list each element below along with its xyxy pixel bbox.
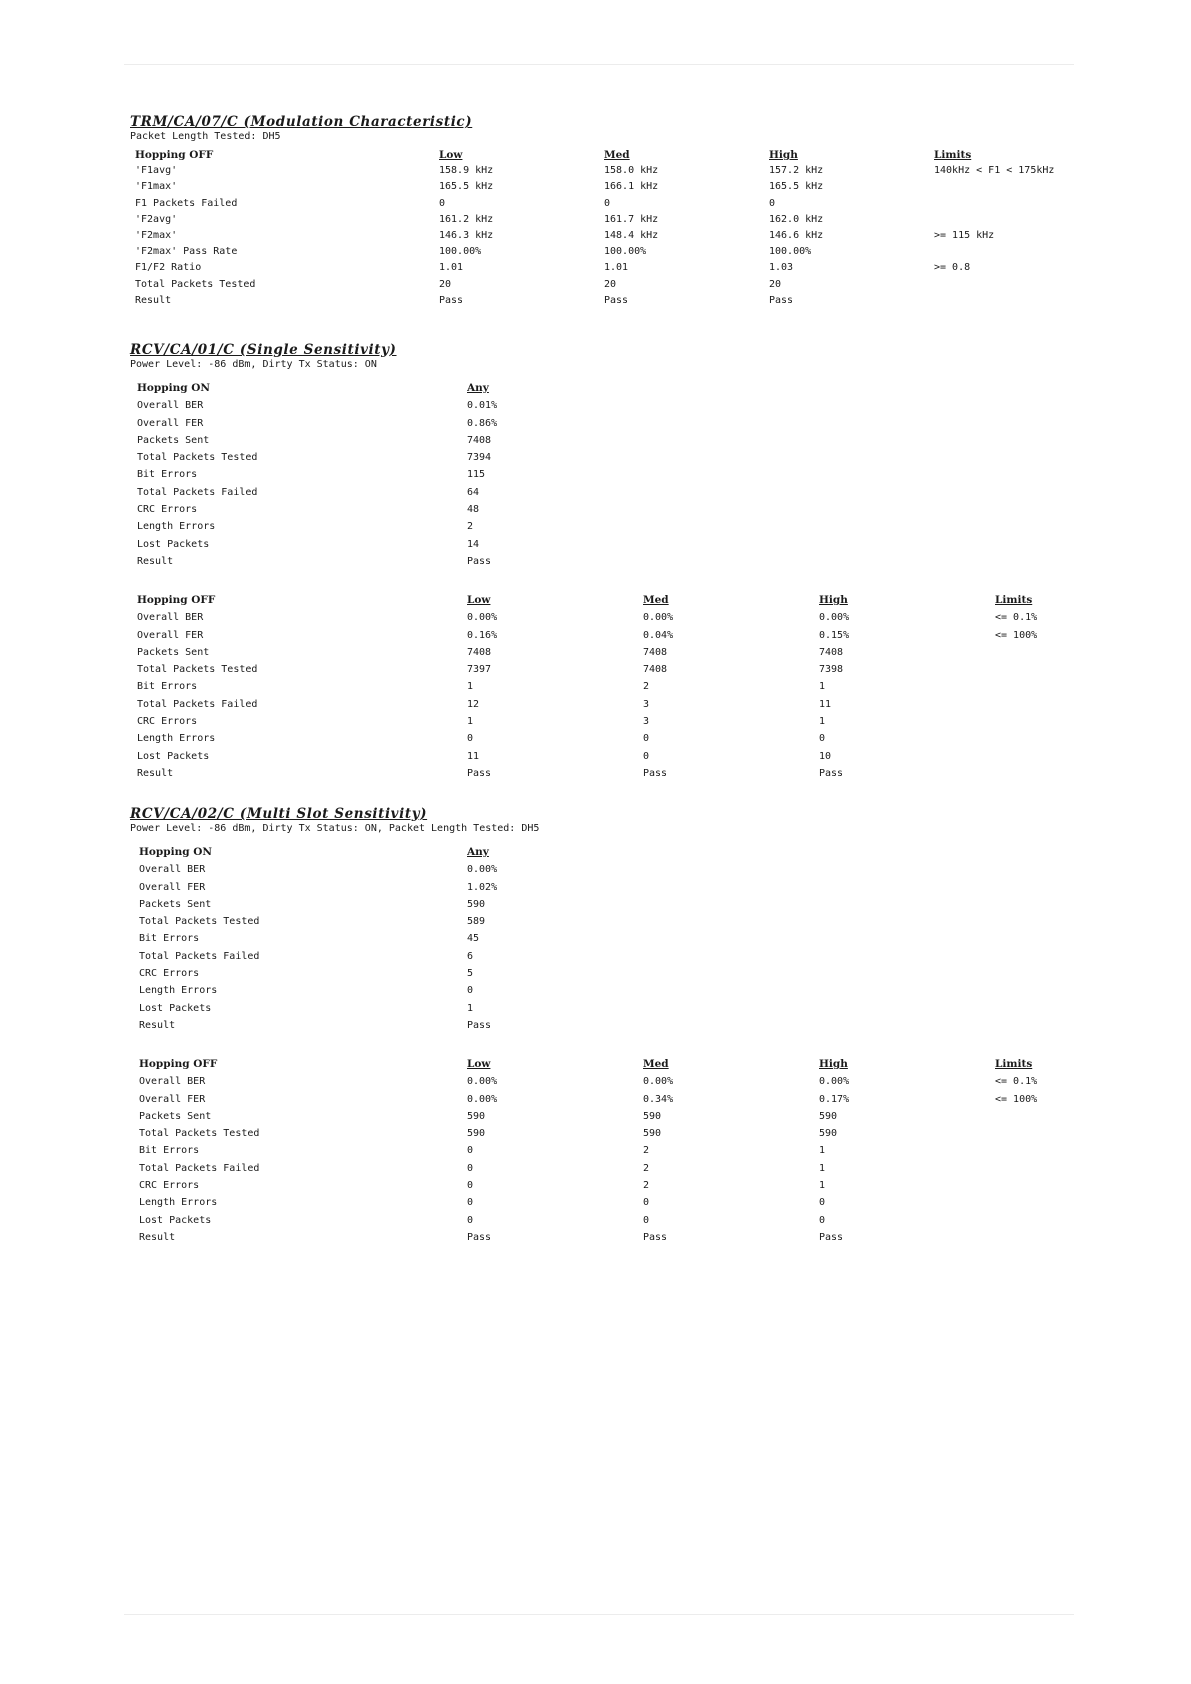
table-cell: <= 100% (995, 629, 1038, 641)
table-row (137, 678, 1095, 695)
table-cell: 2 (643, 681, 650, 693)
table-row (139, 982, 643, 999)
row-label: Total Packets Tested (137, 664, 258, 676)
table-row (139, 1194, 1095, 1211)
row-label: Bit Errors (139, 933, 200, 945)
row-label: Packets Sent (139, 1110, 212, 1122)
table-cell: 157.2 kHz (769, 165, 824, 177)
table-row (130, 293, 1074, 309)
column-header: Low (467, 1058, 491, 1070)
table-row (137, 484, 643, 501)
column-header: Low (467, 594, 491, 606)
row-label: Lost Packets (139, 1002, 212, 1014)
table-cell (934, 244, 1074, 260)
table-row (139, 913, 643, 930)
table-cell: 0.16% (467, 629, 498, 641)
row-label: CRC Errors (137, 716, 198, 728)
table-cell (934, 196, 1074, 212)
single-sensitivity-hopping-off-table (137, 592, 1095, 782)
row-label: CRC Errors (139, 968, 200, 980)
table-cell (995, 1142, 1095, 1159)
row-label: 'F2max' (135, 229, 178, 241)
table-cell (995, 1229, 1095, 1246)
row-label: Total Packets Failed (137, 486, 258, 498)
row-label: Bit Errors (137, 469, 198, 481)
row-label: Bit Errors (139, 1145, 200, 1157)
table-cell (934, 277, 1074, 293)
section-modulation-characteristic (130, 114, 1074, 309)
table-cell (995, 678, 1095, 695)
table-row (139, 1125, 1095, 1142)
table-cell: 0.00% (467, 864, 498, 876)
table-cell: 158.0 kHz (604, 165, 659, 177)
table-cell: 0.00% (643, 1076, 674, 1088)
table-cell: 1 (467, 681, 474, 693)
row-label: Packets Sent (139, 898, 212, 910)
table-cell: 590 (467, 1128, 486, 1140)
table-cell: 146.6 kHz (769, 229, 824, 241)
table-cell: 1 (819, 681, 826, 693)
table-row (137, 501, 643, 518)
table-row (139, 930, 643, 947)
column-header: High (819, 594, 848, 606)
table-row (137, 609, 1095, 626)
table-cell: 7398 (819, 664, 844, 676)
row-label: 'F1max' (135, 181, 178, 193)
table-cell: 162.0 kHz (769, 213, 824, 225)
table-cell: 1 (819, 716, 826, 728)
table-cell: 7408 (467, 434, 492, 446)
table-row (130, 228, 1074, 244)
row-label: Total Packets Failed (139, 1162, 260, 1174)
table-cell: 1 (467, 1002, 474, 1014)
column-header: Limits (995, 1058, 1033, 1070)
table-cell: 11 (819, 698, 832, 710)
table-cell: Pass (643, 1231, 668, 1243)
table-cell (995, 644, 1095, 661)
table-cell: Pass (819, 1231, 844, 1243)
table-cell: Pass (467, 1019, 492, 1031)
table-cell: 1 (467, 716, 474, 728)
table-row (139, 965, 643, 982)
row-label: Overall FER (137, 629, 204, 641)
table-cell (934, 212, 1074, 228)
table-cell: <= 0.1% (995, 1076, 1038, 1088)
table-cell: 165.5 kHz (769, 181, 824, 193)
row-label: Total Packets Tested (137, 452, 258, 464)
page-bottom-rule (124, 1614, 1074, 1615)
column-header: Med (604, 149, 630, 161)
single-sensitivity-hopping-on-table (137, 380, 643, 570)
table-header-row (137, 380, 643, 397)
table-row (130, 212, 1074, 228)
page-top-rule (124, 64, 1074, 65)
table-cell: 0.34% (643, 1093, 674, 1105)
table-cell (995, 730, 1095, 747)
table-cell: 0 (439, 197, 446, 209)
table-cell: 590 (643, 1110, 662, 1122)
table-cell: 590 (467, 898, 486, 910)
column-header: Med (643, 1058, 669, 1070)
table-cell: 100.00% (769, 246, 812, 258)
table-header-row (139, 844, 643, 861)
table-cell: 590 (467, 1110, 486, 1122)
column-header: Any (467, 382, 489, 394)
multi-slot-hopping-off-table (139, 1056, 1095, 1246)
row-label: CRC Errors (137, 504, 198, 516)
table-cell (934, 293, 1074, 309)
table-cell: 166.1 kHz (604, 181, 659, 193)
table-row (139, 1229, 1095, 1246)
table-row (130, 179, 1074, 195)
row-label: 'F2max' Pass Rate (135, 246, 238, 258)
table-cell: 0 (819, 1197, 826, 1209)
column-header: Med (643, 594, 669, 606)
table-header-row (137, 592, 1095, 609)
table-cell (995, 1194, 1095, 1211)
table-cell (995, 765, 1095, 782)
table-row (137, 449, 643, 466)
table-cell: 0 (467, 1214, 474, 1226)
table-cell: 1.01 (604, 262, 629, 274)
table-cell: 6 (467, 950, 474, 962)
row-label: Total Packets Tested (139, 1128, 260, 1140)
multi-slot-hopping-on-table (139, 844, 643, 1034)
table-cell: Pass (643, 767, 668, 779)
table-cell: 0.04% (643, 629, 674, 641)
table-row (139, 896, 643, 913)
table-cell: 1.01 (439, 262, 464, 274)
table-row (137, 553, 643, 570)
table-header-row (139, 1056, 1095, 1073)
table-cell (995, 1160, 1095, 1177)
table-cell: 0 (819, 733, 826, 745)
table-cell: 12 (467, 698, 480, 710)
row-label: Overall BER (137, 400, 204, 412)
table-cell: 3 (643, 716, 650, 728)
row-label: Result (139, 1019, 176, 1031)
table-cell: >= 0.8 (934, 262, 971, 274)
row-label: Lost Packets (137, 750, 210, 762)
table-cell: 0 (467, 985, 474, 997)
row-label: Overall BER (139, 1076, 206, 1088)
table-cell: 64 (467, 486, 480, 498)
table-cell: 3 (643, 698, 650, 710)
row-label: Overall FER (137, 417, 204, 429)
table-cell (934, 179, 1074, 195)
table-cell: 20 (604, 278, 617, 290)
table-cell: Pass (467, 767, 492, 779)
table-cell: Pass (467, 555, 492, 567)
table-cell: 7408 (819, 646, 844, 658)
table-cell: 590 (819, 1128, 838, 1140)
table-row (139, 1073, 1095, 1090)
table-cell (995, 1212, 1095, 1229)
table-cell: 0 (769, 197, 776, 209)
table-cell: 100.00% (604, 246, 647, 258)
table-row (137, 696, 1095, 713)
row-label: Length Errors (139, 985, 218, 997)
table-cell: 20 (769, 278, 782, 290)
table-row (130, 277, 1074, 293)
table-row (137, 397, 643, 414)
table-cell: 2 (643, 1180, 650, 1192)
row-header-label: Hopping OFF (139, 1058, 218, 1070)
row-label: Overall BER (137, 612, 204, 624)
row-label: Lost Packets (139, 1214, 212, 1226)
table-cell: 0 (643, 733, 650, 745)
column-header: Low (439, 149, 463, 161)
table-row (137, 730, 1095, 747)
table-cell: 0 (643, 1214, 650, 1226)
table-cell: <= 100% (995, 1093, 1038, 1105)
table-cell: 1.03 (769, 262, 794, 274)
table-cell: 590 (819, 1110, 838, 1122)
table-cell (995, 696, 1095, 713)
table-cell: 48 (467, 504, 480, 516)
row-label: Length Errors (137, 733, 216, 745)
table-row (139, 1017, 643, 1034)
table-cell: 0 (467, 1180, 474, 1192)
table-cell: 7397 (467, 664, 492, 676)
table-cell: 590 (643, 1128, 662, 1140)
row-label: Result (137, 767, 174, 779)
row-header-label: Hopping ON (139, 846, 212, 858)
table-cell: <= 0.1% (995, 612, 1038, 624)
section-multi-slot-sensitivity (130, 806, 539, 836)
table-cell: 11 (467, 750, 480, 762)
table-cell: 148.4 kHz (604, 229, 659, 241)
row-label: Overall BER (139, 864, 206, 876)
table-cell: 2 (467, 521, 474, 533)
table-cell: 0 (819, 1214, 826, 1226)
table-cell: Pass (439, 294, 464, 306)
row-header-label: Hopping OFF (137, 594, 216, 606)
row-label: 'F1avg' (135, 165, 178, 177)
table-row (139, 861, 643, 878)
row-label: Bit Errors (137, 681, 198, 693)
table-cell: 14 (467, 538, 480, 550)
table-cell: 0.00% (467, 1093, 498, 1105)
table-row (139, 1108, 1095, 1125)
table-cell: 0 (643, 1197, 650, 1209)
table-row (137, 713, 1095, 730)
table-row (137, 661, 1095, 678)
table-cell: 0 (467, 1162, 474, 1174)
table-row (137, 765, 1095, 782)
table-cell: 165.5 kHz (439, 181, 494, 193)
modulation-table (130, 147, 1074, 309)
table-row (137, 627, 1095, 644)
section-subtitle: Power Level: -86 dBm, Dirty Tx Status: ON (130, 359, 377, 370)
table-cell: 0.86% (467, 417, 498, 429)
row-label: Packets Sent (137, 646, 210, 658)
table-row (139, 1091, 1095, 1108)
table-header-row (130, 147, 1074, 163)
table-cell: 100.00% (439, 246, 482, 258)
table-row (139, 1160, 1095, 1177)
column-header: Any (467, 846, 489, 858)
table-row (130, 163, 1074, 179)
table-cell: 161.7 kHz (604, 213, 659, 225)
row-label: Packets Sent (137, 434, 210, 446)
table-row (139, 879, 643, 896)
table-cell: 2 (643, 1145, 650, 1157)
table-cell: 0.15% (819, 629, 850, 641)
table-row (137, 466, 643, 483)
table-cell: 45 (467, 933, 480, 945)
table-cell: 0.00% (643, 612, 674, 624)
table-cell (995, 661, 1095, 678)
table-cell: 0.00% (467, 1076, 498, 1088)
row-label: 'F2avg' (135, 213, 178, 225)
row-label: Length Errors (139, 1197, 218, 1209)
table-cell: Pass (819, 767, 844, 779)
table-cell: Pass (604, 294, 629, 306)
row-label: Length Errors (137, 521, 216, 533)
table-cell: 0 (467, 733, 474, 745)
table-row (137, 518, 643, 535)
table-cell: 20 (439, 278, 452, 290)
table-cell (995, 748, 1095, 765)
table-cell: 0.00% (819, 612, 850, 624)
table-cell: 0.00% (819, 1076, 850, 1088)
section-subtitle: Power Level: -86 dBm, Dirty Tx Status: ON, Packet Length Tested: DH5 (130, 823, 540, 834)
table-cell: 10 (819, 750, 832, 762)
row-header-label: Hopping ON (137, 382, 210, 394)
table-cell: 7408 (467, 646, 492, 658)
table-cell (995, 713, 1095, 730)
table-row (137, 432, 643, 449)
table-cell (995, 1108, 1095, 1125)
section-title: TRM/CA/07/C (Modulation Characteristic) (130, 114, 473, 130)
table-cell: 7408 (643, 664, 668, 676)
table-cell: 589 (467, 916, 486, 928)
row-header-label: Hopping OFF (135, 149, 214, 161)
table-cell: 2 (643, 1162, 650, 1174)
table-cell: 5 (467, 968, 474, 980)
table-row (139, 1000, 643, 1017)
section-title: RCV/CA/02/C (Multi Slot Sensitivity) (130, 806, 428, 822)
table-row (130, 260, 1074, 276)
table-cell: 0.01% (467, 400, 498, 412)
row-label: Total Packets Failed (137, 698, 258, 710)
row-label: Result (135, 294, 172, 306)
table-row (130, 196, 1074, 212)
table-cell: 140kHz < F1 < 175kHz (934, 165, 1055, 177)
column-header: Limits (934, 149, 972, 161)
table-cell: 146.3 kHz (439, 229, 494, 241)
row-label: F1 Packets Failed (135, 197, 238, 209)
row-label: Total Packets Tested (139, 916, 260, 928)
column-header: High (819, 1058, 848, 1070)
table-cell: >= 115 kHz (934, 229, 995, 241)
table-row (130, 244, 1074, 260)
table-row (139, 1212, 1095, 1229)
table-cell: 7408 (643, 646, 668, 658)
table-cell: 1 (819, 1180, 826, 1192)
table-cell: 7394 (467, 452, 492, 464)
section-title: RCV/CA/01/C (Single Sensitivity) (130, 342, 397, 358)
table-cell (995, 1125, 1095, 1142)
table-cell: 1.02% (467, 881, 498, 893)
table-cell: 158.9 kHz (439, 165, 494, 177)
table-row (137, 644, 1095, 661)
table-cell (995, 1177, 1095, 1194)
table-cell: 1 (819, 1145, 826, 1157)
row-label: Lost Packets (137, 538, 210, 550)
table-row (139, 1142, 1095, 1159)
table-row (139, 1177, 1095, 1194)
row-label: Result (139, 1231, 176, 1243)
table-row (139, 948, 643, 965)
table-cell: 0.17% (819, 1093, 850, 1105)
section-subtitle: Packet Length Tested: DH5 (130, 131, 281, 142)
table-cell: 115 (467, 469, 486, 481)
table-cell: 0 (604, 197, 611, 209)
table-cell: 161.2 kHz (439, 213, 494, 225)
row-label: Result (137, 555, 174, 567)
table-cell: 1 (819, 1162, 826, 1174)
column-header: High (769, 149, 798, 161)
row-label: Total Packets Tested (135, 278, 256, 290)
table-cell: Pass (467, 1231, 492, 1243)
table-cell: Pass (769, 294, 794, 306)
row-label: F1/F2 Ratio (135, 262, 202, 274)
row-label: Overall FER (139, 1093, 206, 1105)
table-cell: 0 (467, 1197, 474, 1209)
row-label: Overall FER (139, 881, 206, 893)
row-label: CRC Errors (139, 1180, 200, 1192)
table-row (137, 748, 1095, 765)
table-cell: 0 (643, 750, 650, 762)
table-cell: 0.00% (467, 612, 498, 624)
table-row (137, 536, 643, 553)
table-row (137, 415, 643, 432)
row-label: Total Packets Failed (139, 950, 260, 962)
section-single-sensitivity (130, 342, 397, 372)
table-cell: 0 (467, 1145, 474, 1157)
column-header: Limits (995, 594, 1033, 606)
